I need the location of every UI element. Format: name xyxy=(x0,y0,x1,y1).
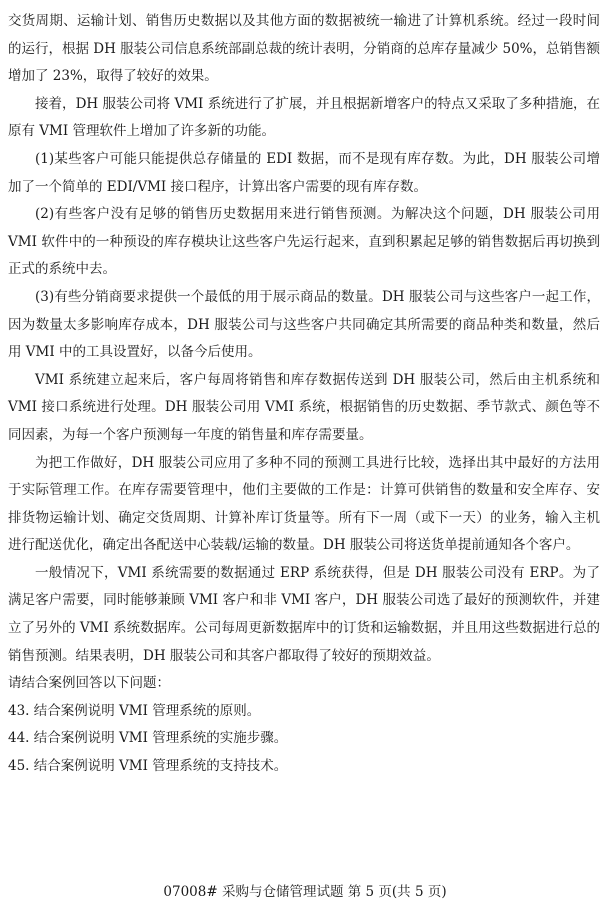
question-43: 43. 结合案例说明 VMI 管理系统的原则。 xyxy=(8,702,261,719)
paragraph-measure-1: (1)某些客户可能只能提供总存储量的 EDI 数据，而不是现有库存数。为此，DH 服装公司增加了一个简单的 EDI/VMI 接口程序，计算出客户需要的现有库存数。 xyxy=(8,150,600,195)
page-footer: 07008# 采购与仓储管理试题 第 5 页(共 5 页) xyxy=(163,884,447,900)
question-45: 45. 结合案例说明 VMI 管理系统的支持技术。 xyxy=(8,758,288,775)
paragraph-forecasting: 为把工作做好，DH 服装公司应用了多种不同的预测工具进行比较，选择出其中最好的方法用于实际管理工作。在库存需要管理中，他们主要做的工作是：计算可供销售的数量和安全库存、安排货物运输计划、确定交货周期、计算补库订货量等。所有下一周（或下一天）的业务，输入主机进行配送优化，确定出各配送中心装载/运输的数量。DH 服装公司将送货单提前通知各个客户。 xyxy=(8,454,600,554)
paragraph-vmi-operation: VMI 系统建立起来后，客户每周将销售和库存数据传送到 DH 服装公司，然后由主机系统和 VMI 接口系统进行处理。DH 服装公司用 VMI 系统，根据销售的历史数据、季节款式、颜色等不同因素，为每一个客户预测每一年度的销售量和库存需要量。 xyxy=(8,371,600,443)
paragraph-vmi-extension: 接着，DH 服装公司将 VMI 系统进行了扩展，并且根据新增客户的特点又采取了多种措施，在原有 VMI 管理软件上增加了许多新的功能。 xyxy=(8,95,600,140)
paragraph-measure-3: (3)有些分销商要求提供一个最低的用于展示商品的数量。DH 服装公司与这些客户一起工作，因为数量太多影响库存成本，DH 服装公司与这些客户共同确定其所需要的商品种类和数量，然后用 VMI 中的工具设置好，以备今后使用。 xyxy=(8,288,600,361)
question-44: 44. 结合案例说明 VMI 管理系统的实施步骤。 xyxy=(8,730,288,747)
question-prompt: 请结合案例回答以下问题： xyxy=(8,675,170,692)
paragraph-measure-2: (2)有些客户没有足够的销售历史数据用来进行销售预测。为解决这个问题，DH 服装公司用 VMI 软件中的一种预设的库存模块让这些客户先运行起来，直到积累起足够的销售数据后再切换到正式的系统中去。 xyxy=(8,206,600,278)
case-text xyxy=(8,8,600,781)
paragraph-continuation: 交货周期、运输计划、销售历史数据以及其他方面的数据被统一输进了计算机系统。经过一段时间的运行，根据 DH 服装公司信息系统部副总裁的统计表明，分销商的总库存量减少 50%，总销售额增加了 23%，取得了较好的效果。 xyxy=(8,13,600,85)
paragraph-erp: 一般情况下，VMI 系统需要的数据通过 ERP 系统获得，但是 DH 服装公司没有 ERP。为了满足客户需要，同时能够兼顾 VMI 客户和非 VMI 客户，DH 服装公司选了最好的预测软件，并建立了另外的 VMI 系统数据库。公司每周更新数据库中的订货和运输数据，并且用这些数据进行总的销售预测。结果表明，DH 服装公司和其客户都取得了较好的预期效益。 xyxy=(8,564,600,664)
